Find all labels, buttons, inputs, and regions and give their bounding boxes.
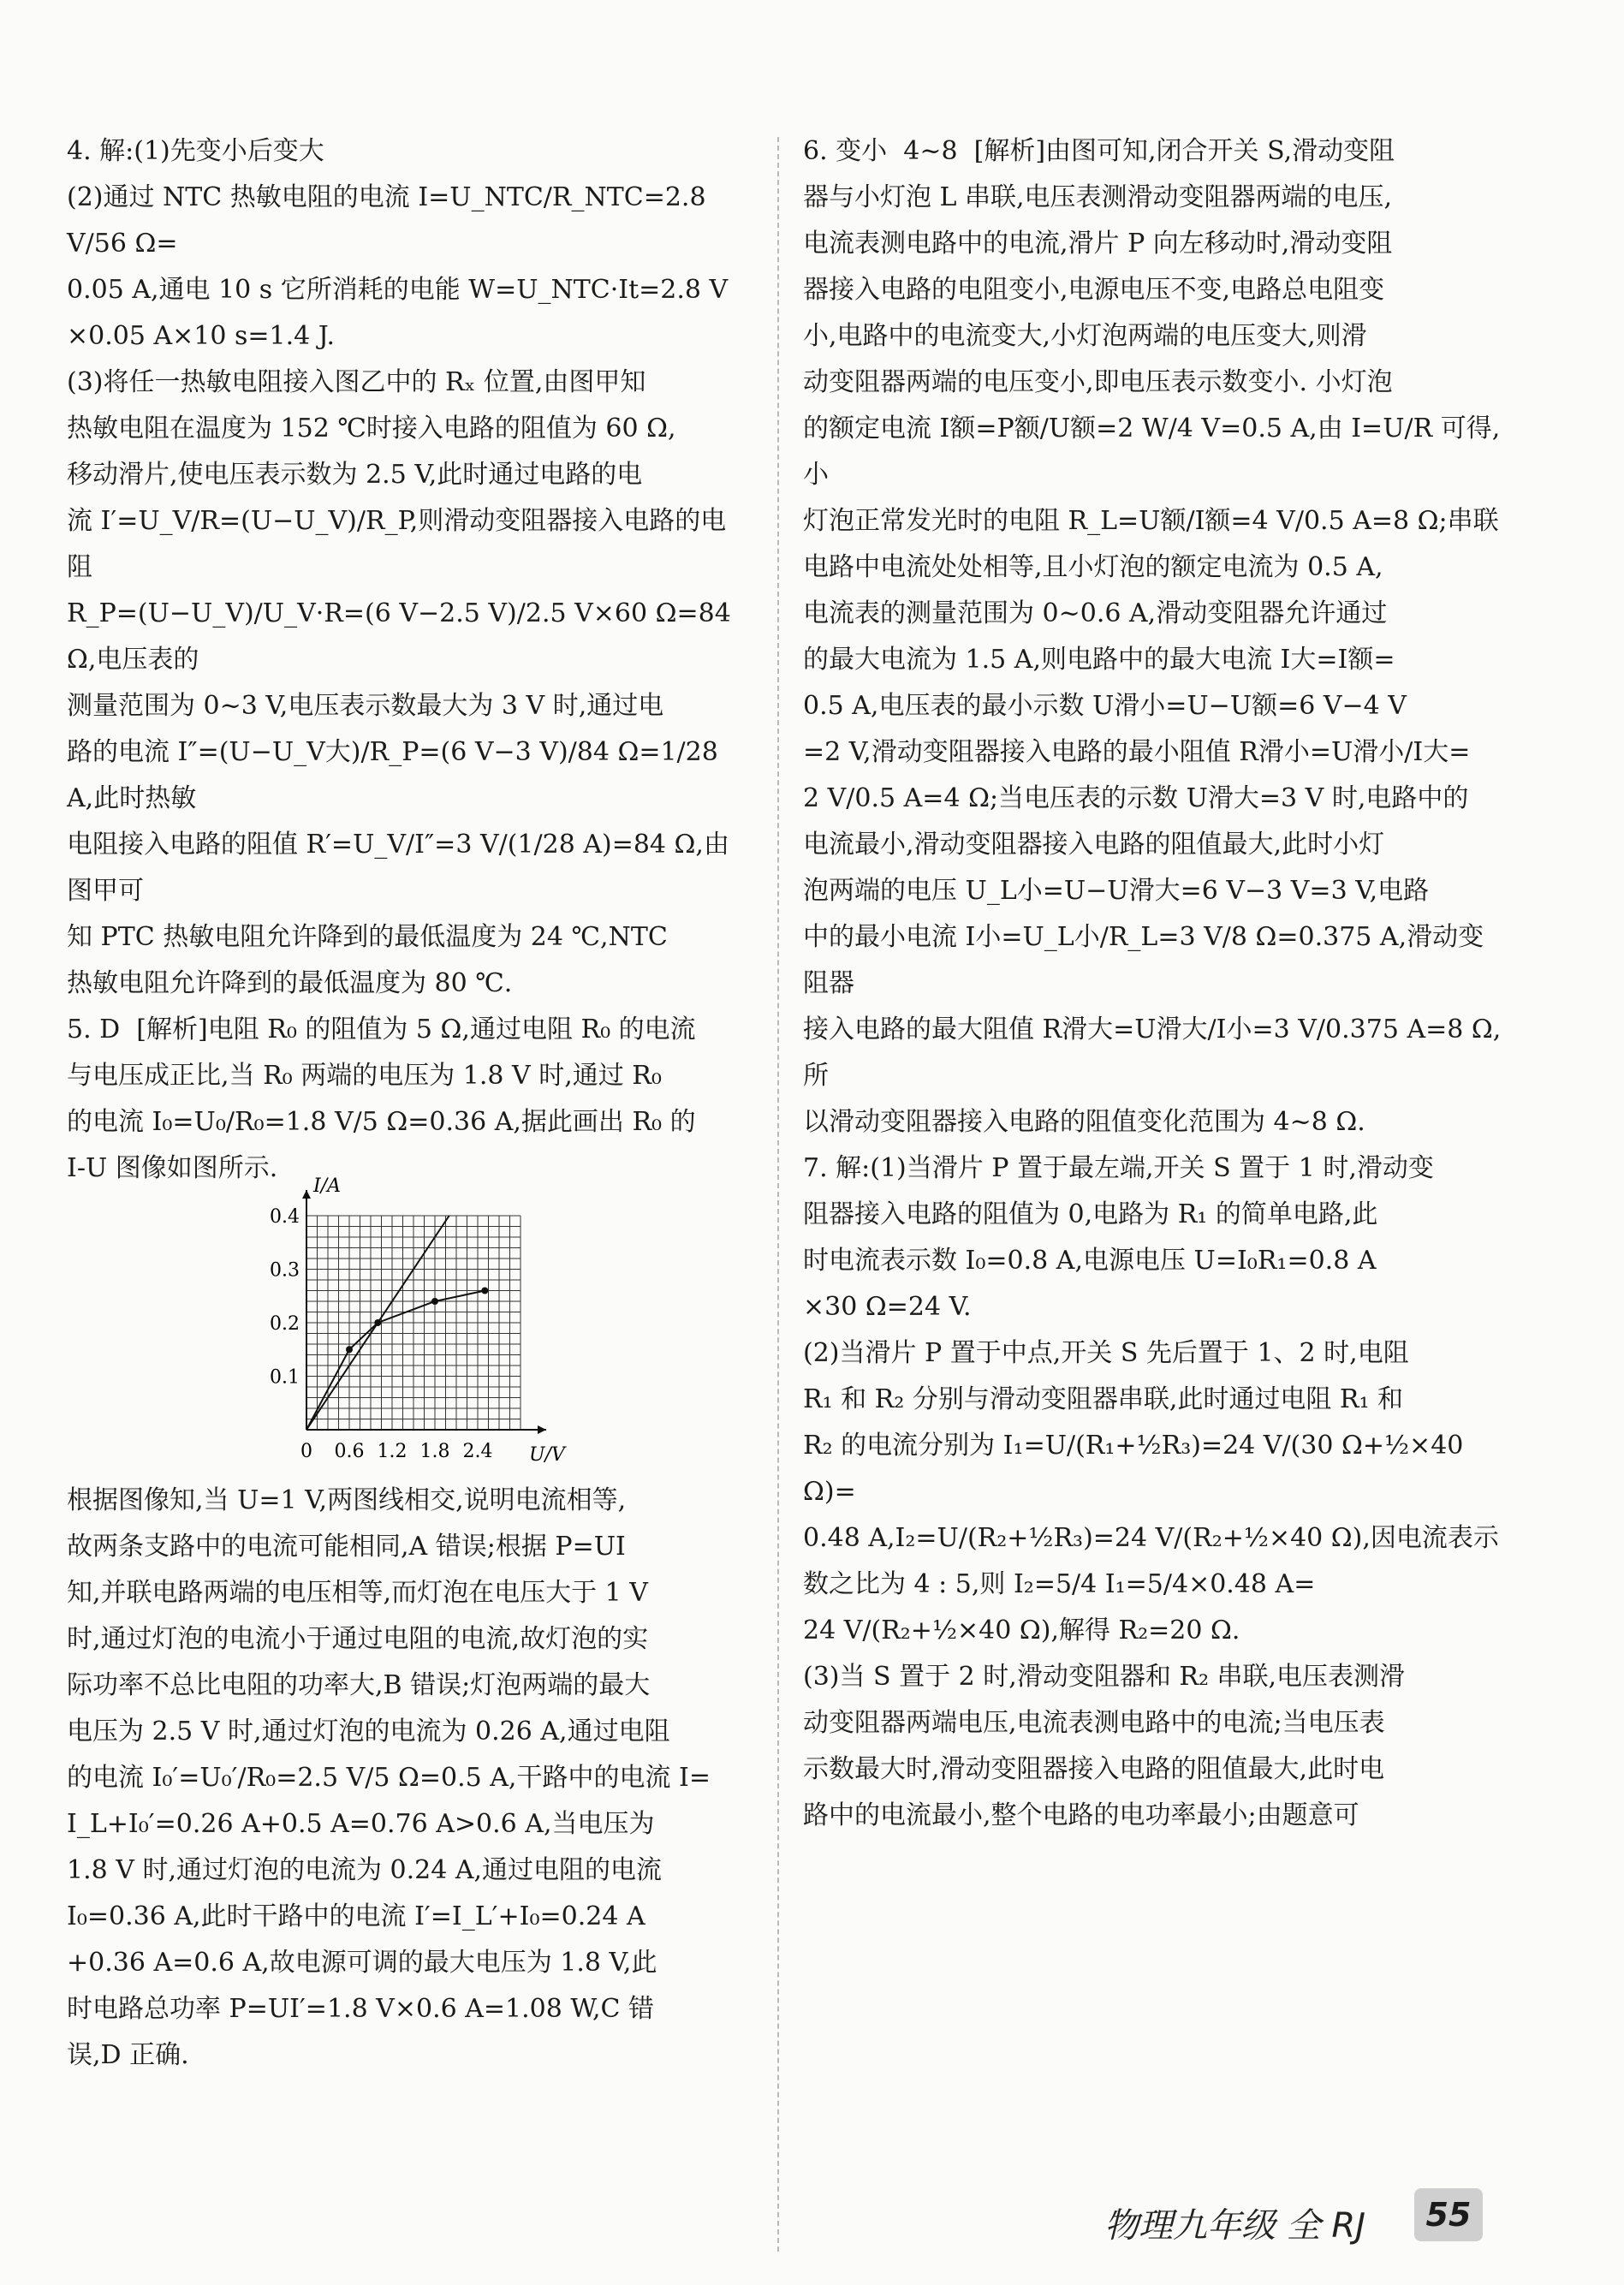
y-tick-label: 0.2 — [270, 1313, 300, 1335]
text-line: 根据图像知,当 U=1 V,两图线相交,说明电流相等, — [67, 1485, 627, 1515]
y-tick-label: 0.3 — [270, 1259, 300, 1282]
text-line: 0.5 A,电压表的最小示数 U滑小=U−U额=6 V−4 V — [803, 691, 1407, 721]
text-line: 接入电路的最大阻值 R滑大=U滑大/I小=3 V/0.375 A=8 Ω,所 — [803, 1015, 1502, 1091]
left-column — [67, 128, 752, 2079]
page-number: 55 — [1414, 2188, 1483, 2241]
text-line: 电路中电流处处相等,且小灯泡的额定电流为 0.5 A, — [803, 552, 1383, 582]
y-tick-label: 0.4 — [270, 1206, 300, 1228]
text-line: 0.48 A,I₂=U/(R₂+½R₃)=24 V/(R₂+½×40 Ω),因电流表示 — [803, 1523, 1499, 1553]
text-line: 路的电流 I″=(U−U_V大)/R_P=(6 V−3 V)/84 Ω=1/28 A,此时热敏 — [67, 737, 727, 813]
text-line: I₀=0.36 A,此时干路中的电流 I′=I_L′+I₀=0.24 A — [67, 1901, 645, 1931]
text-line: 电流表测电路中的电流,滑片 P 向左移动时,滑动变阻 — [803, 229, 1393, 259]
text-line: 1.8 V 时,通过灯泡的电流为 0.24 A,通过电阻的电流 — [67, 1855, 663, 1885]
text-line: 7. 解:(1)当滑片 P 置于最左端,开关 S 置于 1 时,滑动变 — [803, 1153, 1434, 1183]
text-line: 时电流表示数 I₀=0.8 A,电源电压 U=I₀R₁=0.8 A — [803, 1246, 1377, 1276]
text-line: (3)将任一热敏电阻接入图乙中的 Rₓ 位置,由图甲知 — [67, 367, 646, 397]
text-line: 5. D [解析]电阻 R₀ 的阻值为 5 Ω,通过电阻 R₀ 的电流 — [67, 1015, 696, 1044]
text-line: I_L+I₀′=0.26 A+0.5 A=0.76 A>0.6 A,当电压为 — [67, 1809, 655, 1839]
text-line: ×30 Ω=24 V. — [803, 1292, 972, 1322]
text-line: 灯泡正常发光时的电阻 R_L=U额/I额=4 V/0.5 A=8 Ω;串联 — [803, 506, 1499, 536]
x-tick-label: 2.4 — [462, 1441, 493, 1462]
x-tick-label: 0 — [300, 1441, 312, 1462]
text-line: 电阻接入电路的阻值 R′=U_V/I″=3 V/(1/28 A)=84 Ω,由图甲可 — [67, 830, 729, 906]
column-divider — [777, 137, 779, 2252]
text-line: 24 V/(R₂+½×40 Ω),解得 R₂=20 Ω. — [803, 1616, 1240, 1645]
text-line: 电流最小,滑动变阻器接入电路的阻值最大,此时小灯 — [803, 830, 1385, 860]
question-5-analysis — [67, 1478, 752, 2079]
text-line: R_P=(U−U_V)/U_V·R=(6 V−2.5 V)/2.5 V×60 Ω=84 Ω,电压表的 — [67, 598, 740, 675]
data-point — [346, 1346, 353, 1353]
text-line: 电流表的测量范围为 0~0.6 A,滑动变阻器允许通过 — [803, 598, 1388, 628]
text-line: 误,D 正确. — [67, 2040, 189, 2070]
x-tick-label: 0.6 — [334, 1441, 365, 1462]
question-4 — [67, 128, 752, 1007]
text-line: 以滑动变阻器接入电路的阻值变化范围为 4~8 Ω. — [803, 1107, 1365, 1137]
iu-graph — [255, 1175, 649, 1473]
text-line: 动变阻器两端电压,电流表测电路中的电流;当电压表 — [803, 1708, 1385, 1738]
text-line: 热敏电阻在温度为 152 ℃时接入电路的阻值为 60 Ω, — [67, 414, 676, 443]
text-line: 的电流 I₀′=U₀′/R₀=2.5 V/5 Ω=0.5 A,干路中的电流 I= — [67, 1763, 711, 1793]
text-line: 路中的电流最小,整个电路的电功率最小;由题意可 — [803, 1800, 1359, 1830]
question-6 — [803, 128, 1505, 1145]
text-line: 的电流 I₀=U₀/R₀=1.8 V/5 Ω=0.36 A,据此画出 R₀ 的 — [67, 1107, 696, 1137]
data-point — [431, 1298, 438, 1305]
text-line: 泡两端的电压 U_L小=U−U滑大=6 V−3 V=3 V,电路 — [803, 876, 1430, 906]
x-axis-arrow — [538, 1425, 546, 1434]
text-line: 数之比为 4 : 5,则 I₂=5/4 I₁=5/4×0.48 A= — [803, 1569, 1316, 1599]
text-line: 0.05 A,通电 10 s 它所消耗的电能 W=U_NTC·It=2.8 V — [67, 275, 729, 305]
y-tick-label: 0.1 — [270, 1366, 300, 1389]
text-line: 热敏电阻允许降到的最低温度为 80 ℃. — [67, 968, 513, 998]
text-line: 中的最小电流 I小=U_L小/R_L=3 V/8 Ω=0.375 A,滑动变阻器 — [803, 922, 1484, 998]
text-line: 际功率不总比电阻的功率大,B 错误;灯泡两端的最大 — [67, 1670, 651, 1700]
text-line: 知 PTC 热敏电阻允许降到的最低温度为 24 ℃,NTC — [67, 922, 668, 952]
y-axis-label: I/A — [313, 1175, 341, 1197]
text-line: 2 V/0.5 A=4 Ω;当电压表的示数 U滑大=3 V 时,电路中的 — [803, 783, 1469, 813]
text-line: 示数最大时,滑动变阻器接入电路的阻值最大,此时电 — [803, 1754, 1385, 1784]
x-axis-label: U/V — [529, 1444, 565, 1466]
series-line-L — [306, 1291, 485, 1431]
text-line: 的最大电流为 1.5 A,则电路中的最大电流 I大=I额= — [803, 645, 1395, 675]
text-line: 故两条支路中的电流可能相同,A 错误;根据 P=UI — [67, 1532, 626, 1562]
text-line: ×0.05 A×10 s=1.4 J. — [67, 321, 335, 351]
text-line: (2)当滑片 P 置于中点,开关 S 先后置于 1、2 时,电阻 — [803, 1338, 1409, 1368]
text-line: I-U 图像如图所示. — [67, 1153, 278, 1183]
text-line: 时,通过灯泡的电流小于通过电阻的电流,故灯泡的实 — [67, 1624, 649, 1654]
text-line: 移动滑片,使电压表示数为 2.5 V,此时通过电路的电 — [67, 460, 643, 490]
iu-graph-svg — [255, 1175, 649, 1473]
text-line: 与电压成正比,当 R₀ 两端的电压为 1.8 V 时,通过 R₀ — [67, 1061, 662, 1091]
text-line: 知,并联电路两端的电压相等,而灯泡在电压大于 1 V — [67, 1578, 648, 1608]
text-line: =2 V,滑动变阻器接入电路的最小阻值 R滑小=U滑小/I大= — [803, 737, 1471, 767]
text-line: 阻器接入电路的阻值为 0,电路为 R₁ 的简单电路,此 — [803, 1199, 1378, 1229]
data-point — [481, 1288, 488, 1294]
text-line: R₁ 和 R₂ 分别与滑动变阻器串联,此时通过电阻 R₁ 和 — [803, 1384, 1404, 1414]
x-tick-label: 1.8 — [419, 1441, 450, 1462]
text-line: R₂ 的电流分别为 I₁=U/(R₁+½R₃)=24 V/(30 Ω+½×40 Ω)= — [803, 1431, 1472, 1507]
text-line: 6. 变小 4~8 [解析]由图可知,闭合开关 S,滑动变阻 — [803, 136, 1395, 166]
text-line: 测量范围为 0~3 V,电压表示数最大为 3 V 时,通过电 — [67, 691, 664, 721]
text-line: 时电路总功率 P=UI′=1.8 V×0.6 A=1.08 W,C 错 — [67, 1994, 654, 2024]
text-line: 器接入电路的电阻变小,电源电压不变,电路总电阻变 — [803, 275, 1385, 305]
text-line: 的额定电流 I额=P额/U额=2 W/4 V=0.5 A,由 I=U/R 可得,小 — [803, 414, 1501, 490]
text-line: +0.36 A=0.6 A,故电源可调的最大电压为 1.8 V,此 — [67, 1948, 657, 1978]
question-5 — [67, 1007, 752, 1192]
text-line: 4. 解:(1)先变小后变大 — [67, 136, 324, 166]
chart-grid — [306, 1216, 521, 1430]
text-line: (2)通过 NTC 热敏电阻的电流 I=U_NTC/R_NTC=2.8 V/56 Ω= — [67, 182, 715, 259]
text-line: 器与小灯泡 L 串联,电压表测滑动变阻器两端的电压, — [803, 182, 1393, 212]
x-tick-label: 1.2 — [377, 1441, 407, 1462]
text-line: 小,电路中的电流变大,小灯泡两端的电压变大,则滑 — [803, 321, 1367, 351]
right-column — [803, 128, 1505, 1839]
data-point — [374, 1319, 381, 1326]
text-line: 电压为 2.5 V 时,通过灯泡的电流为 0.26 A,通过电阻 — [67, 1717, 670, 1746]
text-line: (3)当 S 置于 2 时,滑动变阻器和 R₂ 串联,电压表测滑 — [803, 1662, 1406, 1692]
text-line: 流 I′=U_V/R=(U−U_V)/R_P,则滑动变阻器接入电路的电阻 — [67, 506, 727, 582]
question-7 — [803, 1145, 1505, 1839]
text-line: 动变阻器两端的电压变小,即电压表示数变小. 小灯泡 — [803, 367, 1393, 397]
footer-subject: 物理九年级 全 RJ — [1104, 2206, 1366, 2246]
